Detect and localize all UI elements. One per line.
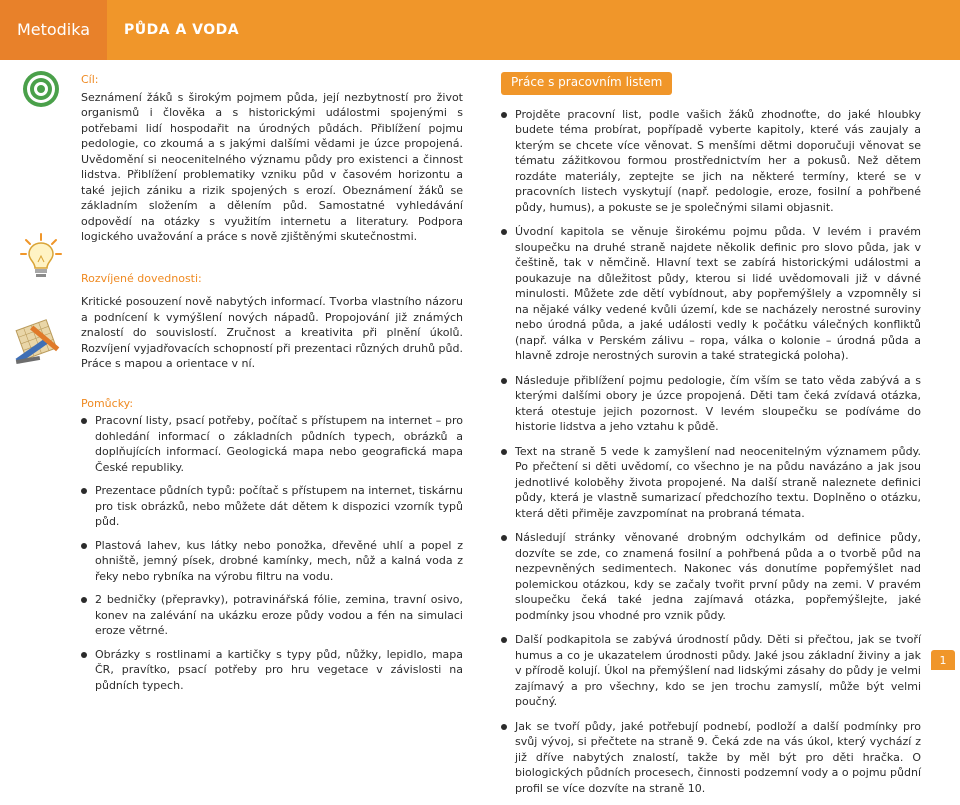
list-item: Jak se tvoří půdy, jaké potřebují podnebí, podloží a další podmínky pro svůj vývoj, si přečtete na straně 9. Čeká zde na vás úkol, který vychází z již dříve nabytých znalostí, takže by měl být pro děti hračka. O biologických půdních procesech, činnosti podzemní vody a o pojmu půdní profil se více dozvíte na straně 10. — [501, 719, 921, 797]
skills-text: Kritické posouzení nově nabytých informací. Tvorba vlastního názoru a podnícení k vymýšlení nových nápadů. Propojování již známých znalostí do souvislostí. Zručnost a kreativita při plnění úkolů. Rozvíjení vyjadřovacích schopností při prezentaci různých druhů půd. Práce s mapou a orientace v ní. — [81, 295, 463, 370]
list-item: Plastová lahev, kus látky nebo ponožka, dřevěné uhlí a popel z ohniště, jemný písek, drobné kamínky, mech, nůž a kalná voda z řeky nebo rybníka na výrobu filtru na vodu. — [81, 538, 463, 585]
right-column — [501, 72, 921, 805]
page-number: 1 — [931, 650, 955, 670]
page-title: PŮDA A VODA — [124, 22, 240, 38]
list-item: Další podkapitola se zabývá úrodností půdy. Děti si přečtou, jak se tvoří humus a co je ukazatelem úrodnosti půdy. Jaké jsou základní živiny a jak v přírodě kolují. Úkol na přemýšlení nad lidskými zásahy do půdy je velmi zajímavý a pro všechny, kdo se jen trochu zamyslí, může být velmi poučný. — [501, 632, 921, 710]
list-item: Pracovní listy, psací potřeby, počítač s přístupem na internet – pro dohledání informací o základních půdních typech, obrázků a doplňujících informací. Geologická mapa nebo geografická mapa České republiky. — [81, 413, 463, 475]
list-item: 2 bedničky (přepravky), potravinářská fólie, zemina, travní osivo, konev na zalévání na ukázku eroze půdy vodou a fén na simulaci eroze větrné. — [81, 592, 463, 639]
list-item: Text na straně 5 vede k zamyšlení nad neocenitelným významem půdy. Po přečtení si děti uvědomí, co všechno je na půdu navázáno a jak jsou jednotlivé koloběhy života propojené. Na další straně naleznete definici půdy, která je vlastně sumarizací předchozího textu. Doplněno o otázku, která děti přiměje zavzpomínat na probraná témata. — [501, 444, 921, 522]
skills-heading: Rozvíjené dovednosti: — [81, 271, 202, 285]
goal-text: Seznámení žáků s širokým pojmem půda, její nezbytností pro život organismů i člověka a s historickými událostmi spojenými s potřebami lidí hospodařit na úrodných půdách. Přiblížení pojmu pedologie, co zkoumá a s jakými dalšími vědami je úzce propojená. Uvědomění si neocenitelného významu půdy pro existenci a činnost lidstva. Přiblížení problematiky vzniku půd v časovém horizontu a také jejich zániku a rizik spojených s erozí. Obeznámení žáků se základním složením a dělením půd. Samostatné vyhledávání odpovědí na otázky s využitím internetu a literatury. Podpora logického uvažování a práce s nově zjištěnými skutečnostmi. — [81, 90, 463, 243]
list-item: Úvodní kapitola se věnuje širokému pojmu půda. V levém i pravém sloupečku na druhé straně najdete několik definic pro slovo půda, jak v češtině, tak v němčině. Hlavní text se zabírá historickými událostmi a poukazuje na důležitost půdy, kterou si lidé uvědomovali již v dávné minulosti. Můžete zde dětí vybídnout, aby popřemýšlely a vzpomněly si na nějaké války vedené kvůli území, kde se nacházely nerostné suroviny nebo úrodná půda, a jaké události vedly k počátku válečných konfliktů (např. válka v Perském zálivu – ropa, válka o kolonie – úrodná půda a hlavně zdroje nerostných surovin a také strategická poloha). — [501, 224, 921, 364]
aids-heading: Pomůcky: — [81, 396, 134, 410]
header-bar — [0, 0, 960, 60]
list-item: Prezentace půdních typů: počítač s přístupem na internet, tiskárnu pro tisk obrázků, nebo můžete dát dětem k dispozici vzorník typů půd. — [81, 483, 463, 530]
goal-heading: Cíl: — [81, 73, 99, 86]
list-item: Následují stránky věnované drobným odchylkám od definice půdy, dozvíte se zde, co znamená fosilní a pohřbená půda a o tvorbě půd na nezpevněných sedimentech. Nakonec vás donutíme popřemýšlet nad polemickou otázkou, kdy se začaly tvořit první půdy na zemi. V pravém sloupečku čeká také jedna zajímavá otázka, popřemýšlejte, jaké podmínky jsou vhodné pro vznik půdy. — [501, 530, 921, 623]
list-item: Následuje přiblížení pojmu pedologie, čím vším se tato věda zabývá a s kterými dalšími obory je úzce propojená. Děti tam čeká zvídavá otázka, která otestuje jejich pozornost. V levém sloupečku se podíváme do historie lidstva a jeho vztahu k půdě. — [501, 373, 921, 435]
worksheet-list — [501, 107, 921, 797]
list-item: Projděte pracovní list, podle vašich žáků zhodnoťte, do jaké hloubky budete téma probírat, popřípadě vyberte kapitoly, které vás zaujaly a kterým se chcete více věnovat. S menšími dětmi doporučuji věnovat se tématu zážitkovou formou prostřednictvím her a pokusů. Než dětem rozdáte materiály, zeptejte se jich na některé termíny, které se v pracovních listech vyskytují (např. pedologie, eroze, fosilní a pohřbené půdy, humus), a pokuste se je společnými silami objasnit. — [501, 107, 921, 216]
worksheet-heading: Práce s pracovním listem — [501, 72, 672, 95]
list-item: Obrázky s rostlinami a kartičky s typy půd, nůžky, lepidlo, mapa ČR, pravítko, psací potřeby pro hru vegetace v závislosti na půdních typech. — [81, 647, 463, 694]
aids-list — [81, 413, 463, 693]
lightbulb-icon — [18, 232, 64, 286]
skills-section — [81, 271, 463, 372]
left-column — [81, 72, 463, 701]
goal-section — [81, 72, 463, 245]
tools-icon — [8, 318, 68, 374]
aids-section — [81, 396, 463, 694]
target-icon — [22, 70, 60, 112]
section-tab[interactable]: Metodika — [0, 0, 107, 60]
